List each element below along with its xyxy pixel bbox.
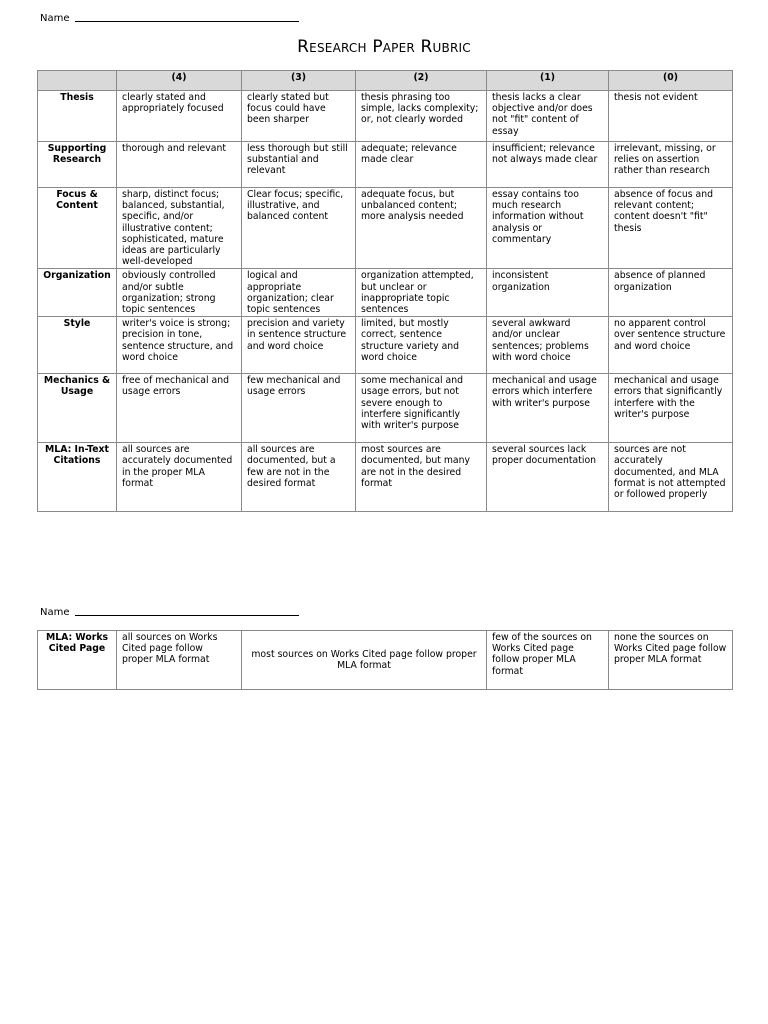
cell-mla-2: most sources are documented, but many are not in the desired format: [356, 443, 487, 512]
page-title: Research Paper Rubric: [297, 37, 471, 57]
table-row: [38, 142, 733, 188]
cell-thesis-1: thesis lacks a clear objective and/or does not "fit" content of essay: [487, 91, 609, 142]
cell-works-cited-0: none the sources on Works Cited page follow proper MLA format: [609, 631, 733, 690]
table-row: [38, 317, 733, 374]
cell-thesis-2: thesis phrasing too simple, lacks complexity; or, not clearly worded: [356, 91, 487, 142]
cell-organization-2: organization attempted, but unclear or inappropriate topic sentences: [356, 269, 487, 317]
cell-organization-0: absence of planned organization: [609, 269, 733, 317]
criterion-thesis: Thesis: [38, 91, 117, 142]
criterion-mechanics-usage: Mechanics & Usage: [38, 374, 117, 443]
cell-thesis-3: clearly stated but focus could have been sharper: [242, 91, 356, 142]
criterion-focus-content: Focus & Content: [38, 188, 117, 269]
cell-focus-2: adequate focus, but unbalanced content; more analysis needed: [356, 188, 487, 269]
cell-works-cited-1: few of the sources on Works Cited page follow proper MLA format: [487, 631, 609, 690]
criterion-supporting-research: Supporting Research: [38, 142, 117, 188]
cell-style-4: writer's voice is strong; precision in tone, sentence structure, and word choice: [117, 317, 242, 374]
table-row: [38, 188, 733, 269]
cell-thesis-0: thesis not evident: [609, 91, 733, 142]
table-row: [38, 374, 733, 443]
cell-mechanics-1: mechanical and usage errors which interfere with writer's purpose: [487, 374, 609, 443]
cell-organization-1: inconsistent organization: [487, 269, 609, 317]
cell-research-1: insufficient; relevance not always made clear: [487, 142, 609, 188]
cell-thesis-4: clearly stated and appropriately focused: [117, 91, 242, 142]
cell-mla-1: several sources lack proper documentation: [487, 443, 609, 512]
column-header-1: (1): [487, 71, 609, 91]
cell-research-4: thorough and relevant: [117, 142, 242, 188]
cell-mechanics-2: some mechanical and usage errors, but not severe enough to interfere significantly with writer's purpose: [356, 374, 487, 443]
cell-focus-3: Clear focus; specific, illustrative, and balanced content: [242, 188, 356, 269]
cell-mla-0: sources are not accurately documented, and MLA format is not attempted or followed properly: [609, 443, 733, 512]
name-underline[interactable]: [75, 13, 299, 22]
criterion-mla-in-text: MLA: In-Text Citations: [38, 443, 117, 512]
cell-style-0: no apparent control over sentence structure and word choice: [609, 317, 733, 374]
criterion-style: Style: [38, 317, 117, 374]
cell-research-3: less thorough but still substantial and relevant: [242, 142, 356, 188]
rubric-header-row: [38, 71, 733, 91]
cell-focus-1: essay contains too much research information without analysis or commentary: [487, 188, 609, 269]
cell-mla-4: all sources are accurately documented in the proper MLA format: [117, 443, 242, 512]
table-row: [38, 631, 733, 690]
cell-mechanics-4: free of mechanical and usage errors: [117, 374, 242, 443]
name-line-2: [40, 607, 299, 618]
column-header-3: (3): [242, 71, 356, 91]
column-header-4: (4): [117, 71, 242, 91]
cell-research-0: irrelevant, missing, or relies on assertion rather than research: [609, 142, 733, 188]
column-header-criterion: [38, 71, 117, 91]
cell-style-3: precision and variety in sentence structure and word choice: [242, 317, 356, 374]
cell-mla-3: all sources are documented, but a few are not in the desired format: [242, 443, 356, 512]
cell-mechanics-0: mechanical and usage errors that significantly interfere with the writer's purpose: [609, 374, 733, 443]
name-underline[interactable]: [75, 607, 299, 616]
rubric-table: [37, 70, 733, 512]
cell-works-cited-3-2: most sources on Works Cited page follow proper MLA format: [242, 631, 487, 690]
cell-organization-4: obviously controlled and/or subtle organization; strong topic sentences: [117, 269, 242, 317]
criterion-organization: Organization: [38, 269, 117, 317]
cell-style-1: several awkward and/or unclear sentences; problems with word choice: [487, 317, 609, 374]
cell-works-cited-4: all sources on Works Cited page follow proper MLA format: [117, 631, 242, 690]
table-row: [38, 443, 733, 512]
cell-research-2: adequate; relevance made clear: [356, 142, 487, 188]
criterion-mla-works-cited: MLA: Works Cited Page: [38, 631, 117, 690]
name-label: Name: [40, 607, 70, 618]
works-cited-table: [37, 630, 733, 690]
cell-focus-4: sharp, distinct focus; balanced, substantial, specific, and/or illustrative content; sophisticated, mature ideas are particularly well-developed: [117, 188, 242, 269]
name-label: Name: [40, 13, 70, 24]
cell-style-2: limited, but mostly correct, sentence structure variety and word choice: [356, 317, 487, 374]
cell-organization-3: logical and appropriate organization; clear topic sentences: [242, 269, 356, 317]
cell-mechanics-3: few mechanical and usage errors: [242, 374, 356, 443]
column-header-2: (2): [356, 71, 487, 91]
table-row: [38, 91, 733, 142]
name-line: [40, 13, 299, 24]
column-header-0: (0): [609, 71, 733, 91]
table-row: [38, 269, 733, 317]
cell-focus-0: absence of focus and relevant content; content doesn't "fit" thesis: [609, 188, 733, 269]
